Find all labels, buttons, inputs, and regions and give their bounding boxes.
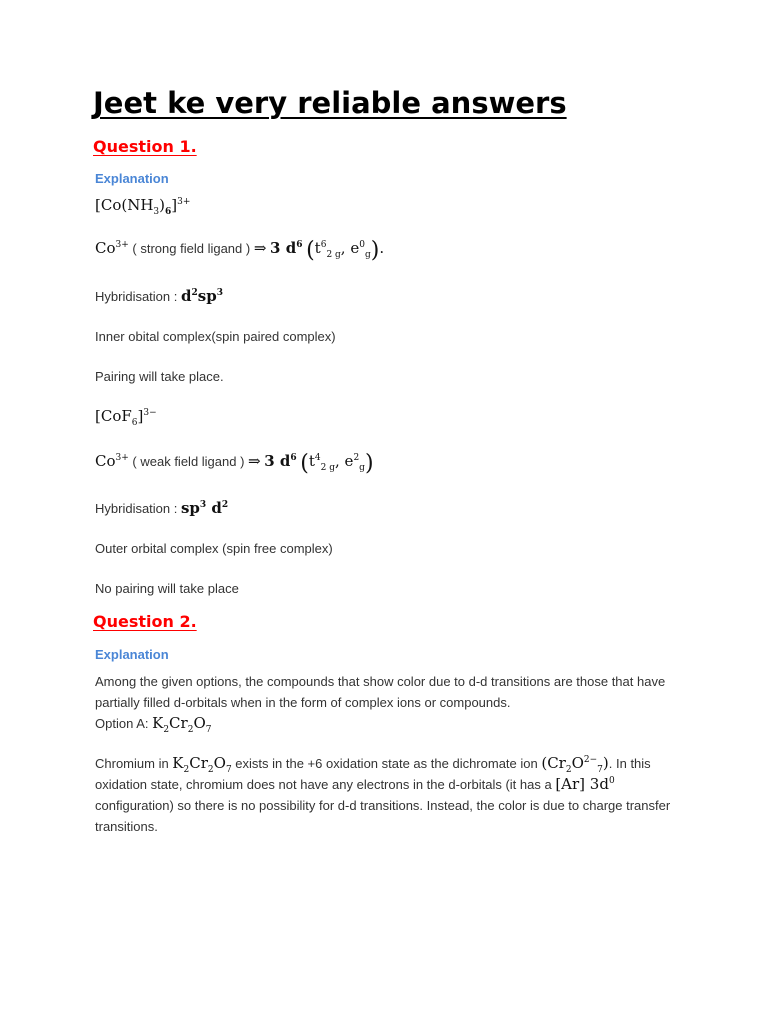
question-2-intro-paragraph: Among the given options, the compounds that show color due to d-d transitions are those that have partially filled d-orbitals when in the form of complex ions or compounds. [95, 674, 666, 710]
question-2-explanation-label: Explanation [95, 647, 169, 662]
outer-orbital-text: Outer orbital complex (spin free complex) [95, 541, 333, 556]
hybridisation-sp3d2: Hybridisation : $sp^3$ $d^2$ [95, 499, 229, 517]
page-title: Jeet ke very reliable answers [93, 86, 567, 120]
strong-field-line: $Co^{3+}$ ( strong field ligand ) ⇒ 3 $d^6$ ($t^6_{2 g}$, $e^0_g$). [95, 238, 385, 263]
inner-orbital-text: Inner obital complex(spin paired complex) [95, 329, 336, 344]
option-a-line: Option A: $K_2Cr_2O_7$ [95, 714, 212, 735]
pairing-text: Pairing will take place. [95, 369, 224, 384]
formula-cof6: $[CoF_6]^{3-}$ [95, 407, 157, 428]
weak-field-line: $Co^{3+}$ ( weak field ligand ) ⇒ 3 $d^6$ ($t^4_{2 g}$, $e^2_g$) [95, 451, 374, 476]
hybridisation-d2sp3: Hybridisation : $d^2sp^3$ [95, 287, 223, 305]
question-1-explanation-label: Explanation [95, 171, 169, 186]
question-2-heading: Question 2. [93, 612, 197, 631]
formula-co-nh3-6: $[Co(NH_3)_6]^{3+}$ [95, 196, 191, 217]
question-2-chromium-paragraph: Chromium in $K_2Cr_2O_7$ exists in the +6 oxidation state as the dichromate ion $(Cr_2O^{2-}_7)$. In this oxidation state, chromium does not have any electrons in the d-orbitals (it has a [Ar] $3d^0$ configuration) so there is no possibility for d-d transitions. Instead, the color is due to charge transfer transitions. [95, 754, 671, 834]
no-pairing-text: No pairing will take place [95, 581, 239, 596]
question-1-heading: Question 1. [93, 137, 197, 156]
